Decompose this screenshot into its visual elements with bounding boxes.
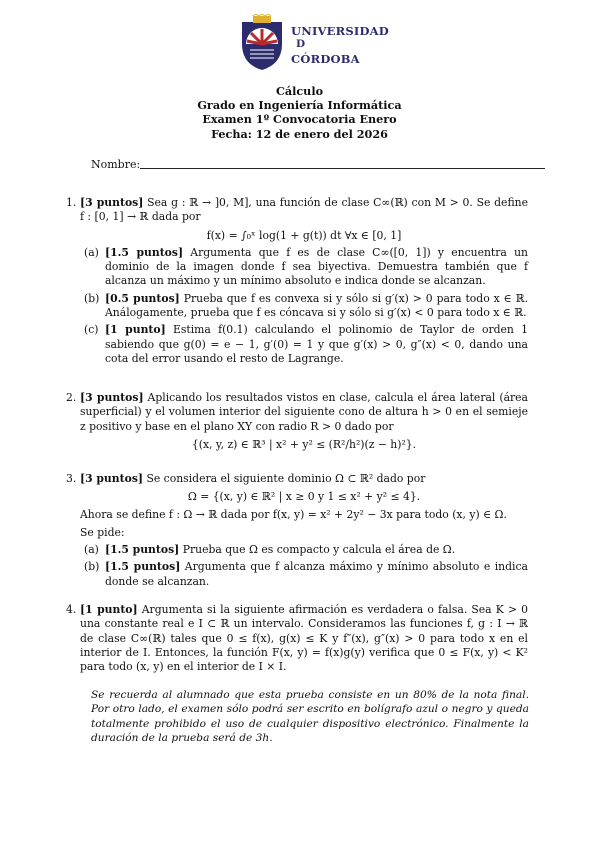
question-points: [1 punto] [80, 603, 138, 616]
university-shield-icon [236, 14, 288, 72]
subject-title: Cálculo [275, 84, 324, 98]
question-1 [66, 196, 528, 366]
question-text: Se pide: [80, 525, 125, 539]
question-points: [3 puntos] [80, 196, 144, 209]
subquestion-label: (c) [84, 323, 99, 337]
name-field-line[interactable] [140, 168, 545, 169]
logo-text-line3: CÓRDOBA [291, 52, 360, 66]
question-points: [3 puntos] [80, 391, 144, 404]
subquestion-label: (b) [84, 560, 100, 574]
subquestion-text: Prueba que Ω es compacto y calcula el área de Ω. [179, 543, 456, 557]
question-number: 4. [66, 603, 77, 616]
name-label: Nombre: [91, 158, 141, 171]
subquestion-points: [1.5 puntos] [105, 543, 180, 557]
exam-footer-note: Se recuerda al alumnado que esta prueba consiste en un 80% de la nota final. Por otro lado, el examen sólo podrá ser escrito en bolígrafo azul o negro y queda totalmente prohibido el uso de cualquier dispositivo electrónico. Finalmente la duración de la prueba será de 3h. [91, 689, 529, 744]
question-text: Argumenta si la siguiente afirmación es verdadera o falsa. Sea K > 0 una constante real e I ⊂ ℝ un intervalo. Consideramos las funciones f, g : I → ℝ de clase C∞(ℝ) tales que 0 ≤ f(x), g(x) ≤ K y f″(x), g″(x) > 0 para todo x en el interior de I. Entonces, la función F(x, y) = f(x)g(y) verifica que 0 ≤ F(x, y) < K² para todo (x, y) en el interior de I × I. [80, 603, 528, 674]
subquestion-b [80, 292, 528, 321]
exam-date: Fecha: 12 de enero del 2026 [211, 126, 388, 141]
subquestion-points: [1.5 puntos] [105, 560, 181, 574]
subquestion-points: [1 punto] [105, 323, 166, 337]
exam-header [0, 84, 599, 141]
question-text: Aplicando los resultados vistos en clase, calcula el área lateral (área superficial) y el volumen interior del siguiente cono de altura h > 0 en el semieje z positivo y base en el plano XY con radio R > 0 dado por [80, 391, 528, 433]
university-logo [236, 14, 389, 74]
subquestion-text: Argumenta que f alcanza máximo y mínimo absoluto e indica donde se alcanzan. [105, 560, 528, 588]
logo-text-line1: UNIVERSIDAD [291, 24, 389, 38]
subquestion-label: (a) [84, 245, 99, 259]
question-number: 3. [66, 472, 77, 485]
logo-text-line2: D [296, 38, 306, 50]
subquestion-a [80, 543, 528, 557]
subquestion-c [80, 323, 528, 366]
question-text: Se considera el siguiente dominio Ω ⊂ ℝ² dado por [143, 472, 426, 485]
subquestion-b [80, 560, 528, 589]
question-text: Sea g : ℝ → ]0, M], una función de clase C∞(ℝ) con M > 0. Se define f : [0, 1] → ℝ dada por [80, 196, 528, 224]
question-3 [66, 472, 528, 589]
question-4 [66, 603, 528, 674]
formula: {(x, y, z) ∈ ℝ³ | x² + y² ≤ (R²/h²)(z − h)²}. [191, 437, 417, 451]
subquestion-text: Prueba que f es convexa si y sólo si g′(x) > 0 para todo x ∈ ℝ. Análogamente, prueba que f es cóncava si y sólo si g′(x) < 0 para todo x ∈ ℝ. [105, 291, 528, 320]
question-2 [66, 391, 528, 455]
subquestion-points: [1.5 puntos] [105, 245, 184, 259]
formula: f(x) = ∫₀ˣ log(1 + g(t)) dt ∀x ∈ [0, 1] [206, 228, 402, 242]
question-number: 1. [66, 196, 77, 209]
degree-title: Grado en Ingeniería Informática [197, 98, 402, 113]
formula: Ω = {(x, y) ∈ ℝ² | x ≥ 0 y 1 ≤ x² + y² ≤ 4}. [187, 490, 421, 504]
subquestion-label: (a) [84, 543, 99, 557]
subquestion-text: Estima f(0.1) calculando el polinomio de Taylor de orden 1 sabiendo que g(0) = e − 1, g′(0) = 1 y que g′(x) > 0, g″(x) < 0, dando una cota del error usando el resto de Lagrange. [105, 323, 528, 365]
subquestion-text: Argumenta que f es de clase C∞([0, 1]) y encuentra un dominio de la imagen donde f sea biyectiva. Demuestra también que f alcanza un máximo y un mínimo absoluto e indica donde se alcanzan. [105, 245, 528, 288]
question-text: Ahora se define f : Ω → ℝ dada por f(x, y) = x² + 2y² − 3x para todo (x, y) ∈ Ω. [80, 507, 507, 521]
question-points: [3 puntos] [80, 472, 144, 485]
subquestion-a [80, 246, 528, 289]
exam-title: Examen 1º Convocatoria Enero [202, 112, 397, 127]
question-number: 2. [66, 391, 77, 404]
subquestion-label: (b) [84, 291, 100, 305]
subquestion-points: [0.5 puntos] [105, 291, 180, 305]
